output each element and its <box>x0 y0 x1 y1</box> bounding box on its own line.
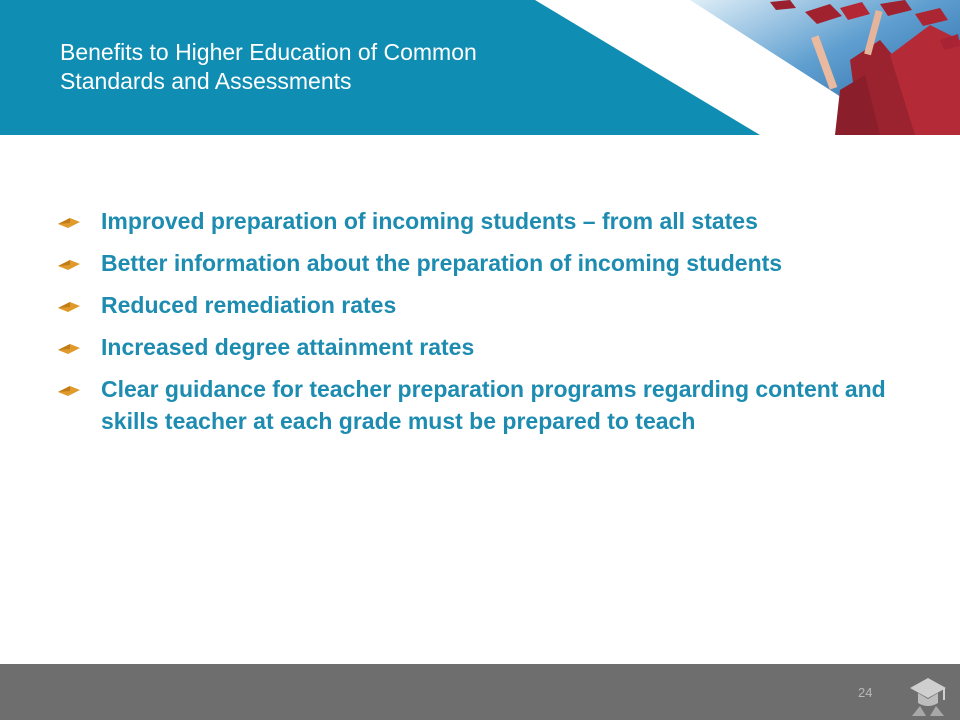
bullet-item <box>58 205 888 237</box>
bullet-text: Clear guidance for teacher preparation programs regarding content and skills teacher at each grade must be prepared to teach <box>101 376 886 434</box>
header-band <box>0 0 960 135</box>
graduation-caps-photo <box>690 0 960 135</box>
footer-bar <box>0 664 960 720</box>
bullet-list <box>58 205 888 447</box>
orange-diamond-arrow-icon <box>58 385 80 397</box>
bullet-text: Better information about the preparation of incoming students <box>101 250 783 276</box>
page-number: 24 <box>858 685 873 700</box>
slide-title <box>60 38 580 96</box>
orange-diamond-arrow-icon <box>58 259 80 271</box>
title-line-2: Standards and Assessments <box>60 68 352 94</box>
graduation-cap-logo-icon <box>906 672 950 716</box>
bullet-text: Increased degree attainment rates <box>101 334 475 360</box>
bullet-item <box>58 289 888 321</box>
bullet-item <box>58 373 888 437</box>
orange-diamond-arrow-icon <box>58 301 80 313</box>
orange-diamond-arrow-icon <box>58 217 80 229</box>
orange-diamond-arrow-icon <box>58 343 80 355</box>
bullet-item <box>58 331 888 363</box>
title-line-1: Benefits to Higher Education of Common <box>60 39 477 65</box>
bullet-text: Improved preparation of incoming students – from all states <box>101 208 758 234</box>
bullet-text: Reduced remediation rates <box>101 292 397 318</box>
bullet-item <box>58 247 888 279</box>
